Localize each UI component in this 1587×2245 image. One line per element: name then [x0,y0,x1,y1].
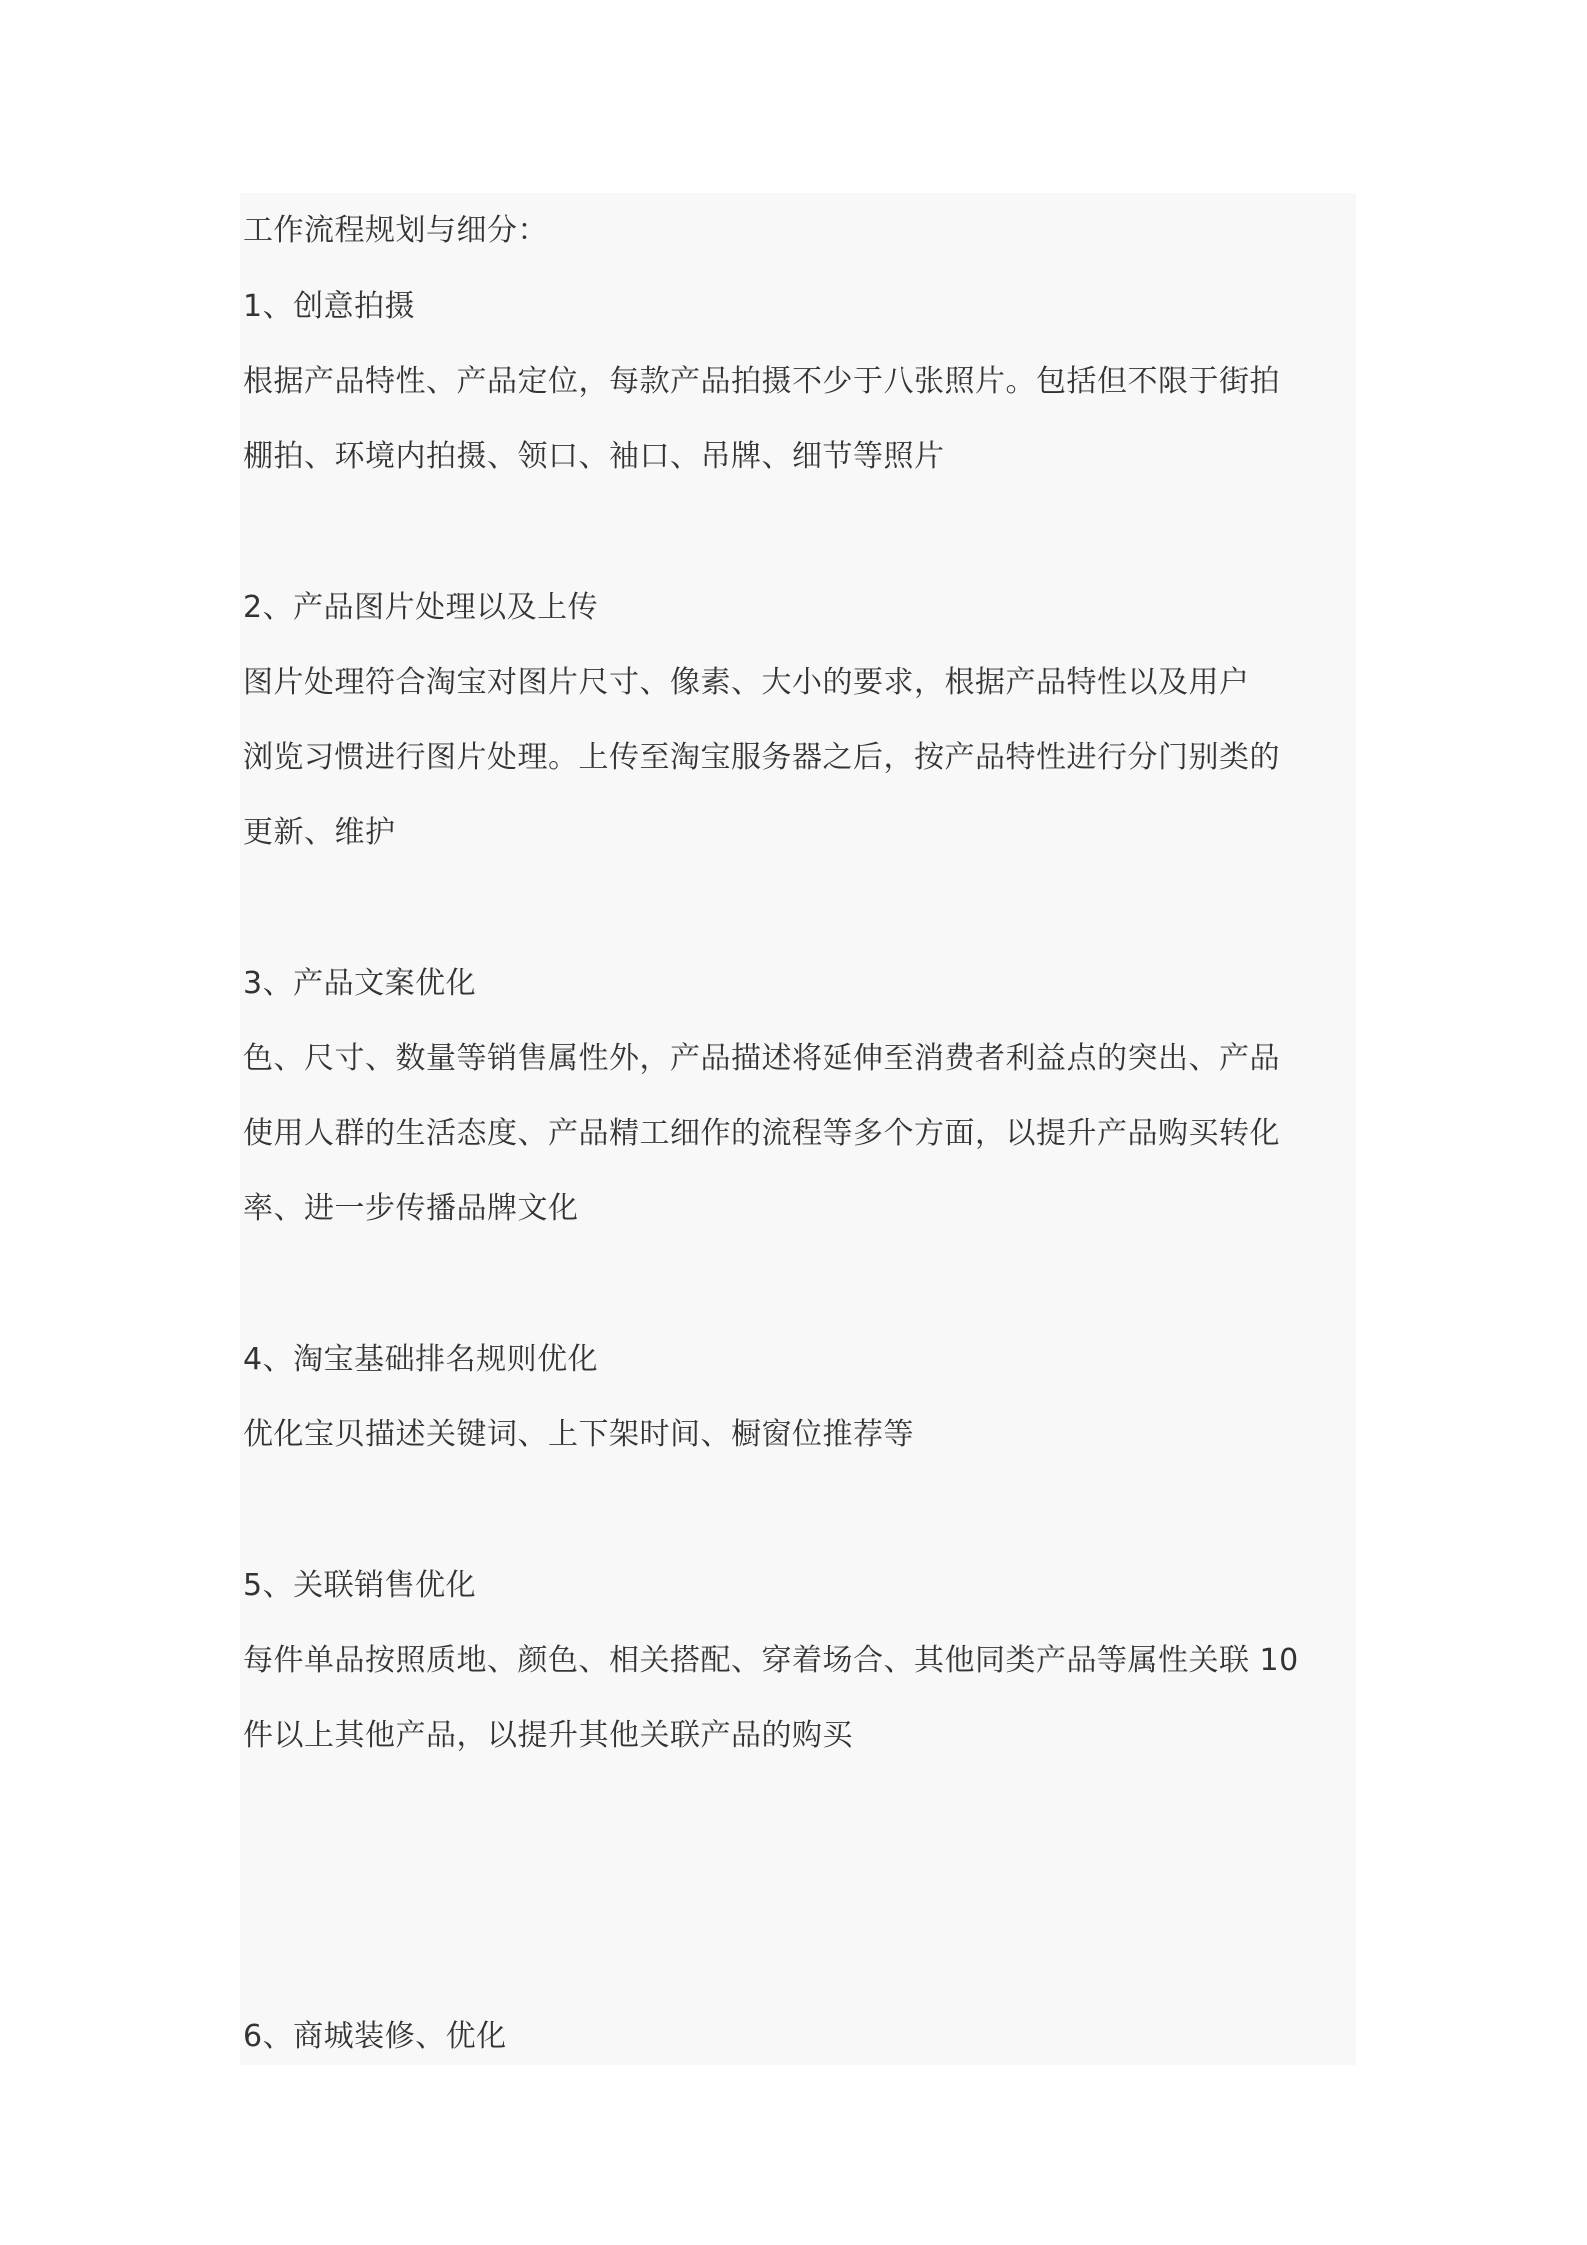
section-4-line-1: 优化宝贝描述关键词、上下架时间、橱窗位推荐等 [243,1417,914,1452]
section-1-line-1: 根据产品特性、产品定位，每款产品拍摄不少于八张照片。包括但不限于街拍 [243,364,1280,399]
section-2-line-2: 浏览习惯进行图片处理。上传至淘宝服务器之后，按产品特性进行分门别类的 [243,740,1280,775]
section-5-line-1: 每件单品按照质地、颜色、相关搭配、穿着场合、其他同类产品等属性关联 10 [243,1643,1299,1678]
document-title: 工作流程规划与细分： [243,213,548,248]
section-1-heading: 1、创意拍摄 [243,289,416,324]
section-2-line-1: 图片处理符合淘宝对图片尺寸、像素、大小的要求，根据产品特性以及用户 [243,665,1250,700]
section-3-line-2: 使用人群的生活态度、产品精工细作的流程等多个方面，以提升产品购买转化 [243,1116,1280,1151]
section-2-line-3: 更新、维护 [243,815,396,850]
section-4-heading: 4、淘宝基础排名规则优化 [243,1342,599,1377]
section-6-heading: 6、商城装修、优化 [243,2019,507,2054]
section-5-heading: 5、关联销售优化 [243,1568,477,1603]
section-3-line-1: 色、尺寸、数量等销售属性外，产品描述将延伸至消费者利益点的突出、产品 [243,1041,1280,1076]
section-3-line-3: 率、进一步传播品牌文化 [243,1191,579,1226]
section-2-heading: 2、产品图片处理以及上传 [243,590,599,625]
section-1-line-2: 棚拍、环境内拍摄、领口、袖口、吊牌、细节等照片 [243,439,945,474]
section-5-line-2: 件以上其他产品，以提升其他关联产品的购买 [243,1718,853,1753]
section-3-heading: 3、产品文案优化 [243,966,477,1001]
